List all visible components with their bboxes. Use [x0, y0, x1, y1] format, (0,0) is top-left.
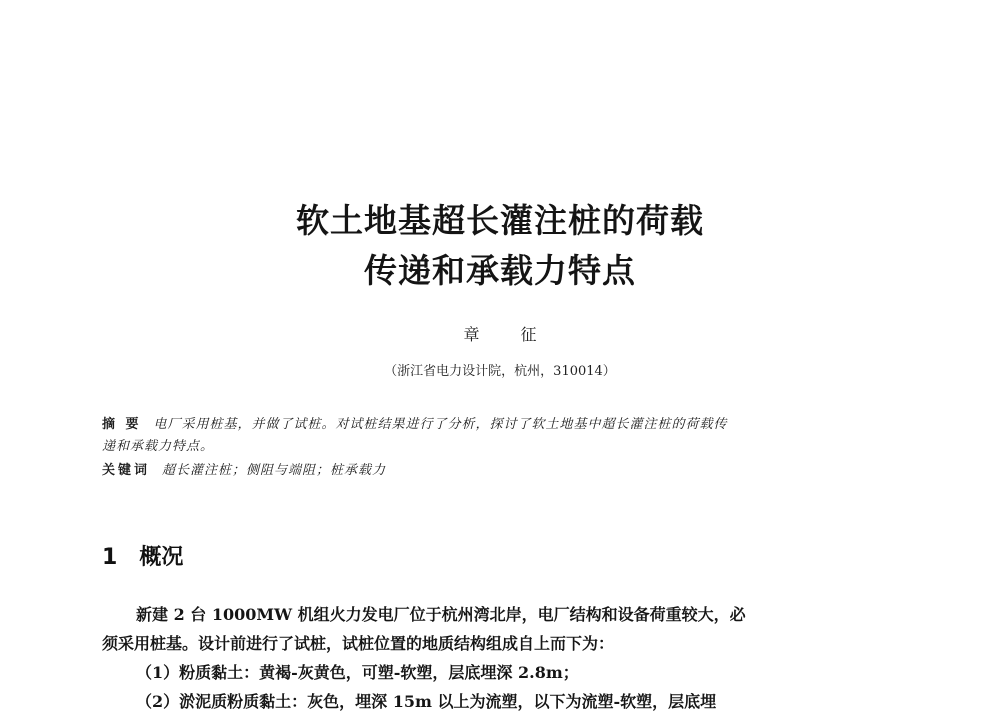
abstract-line-1: [102, 414, 902, 436]
author-name: 章 征: [463, 325, 555, 344]
paragraph-line-1: 新建 2 台 1000MW 机组火力发电厂位于杭州湾北岸，电厂结构和设备荷重较大，必: [136, 605, 746, 624]
title-line-2: 传递和承载力特点: [364, 251, 636, 290]
author-affiliation: （浙江省电力设计院，杭州，310014）: [384, 364, 616, 379]
keywords-text: 超长灌注桩；侧阻与端阻；桩承载力: [162, 463, 387, 478]
abstract-text-line-2: 递和承载力特点。: [102, 439, 215, 454]
keywords-line: [102, 460, 902, 482]
abstract-label: 摘 要: [102, 417, 142, 432]
list-item-2: （2）淤泥质粉质黏土：灰色，埋深 15m 以上为流塑，以下为流塑-软塑，层底埋: [136, 692, 717, 711]
abstract-section: [102, 414, 902, 482]
paper-title: [0, 196, 1000, 296]
body-text: [102, 600, 872, 716]
keywords-label: 关键词: [102, 463, 151, 478]
section-title: 概况: [139, 545, 184, 570]
paragraph-line-2: 须采用桩基。设计前进行了试桩，试桩位置的地质结构组成自上而下为：: [102, 634, 615, 653]
section-number: 1: [102, 545, 118, 570]
title-line-1: 软土地基超长灌注桩的荷载: [296, 201, 704, 240]
abstract-line-2: [102, 436, 902, 458]
section-heading: [102, 540, 183, 571]
abstract-text-line-1: 电厂采用桩基，并做了试桩。对试桩结果进行了分析，探讨了软土地基中超长灌注桩的荷载传: [153, 417, 728, 432]
list-item-1: （1）粉质黏土：黄褐-灰黄色，可塑-软塑，层底埋深 2.8m；: [136, 663, 579, 682]
